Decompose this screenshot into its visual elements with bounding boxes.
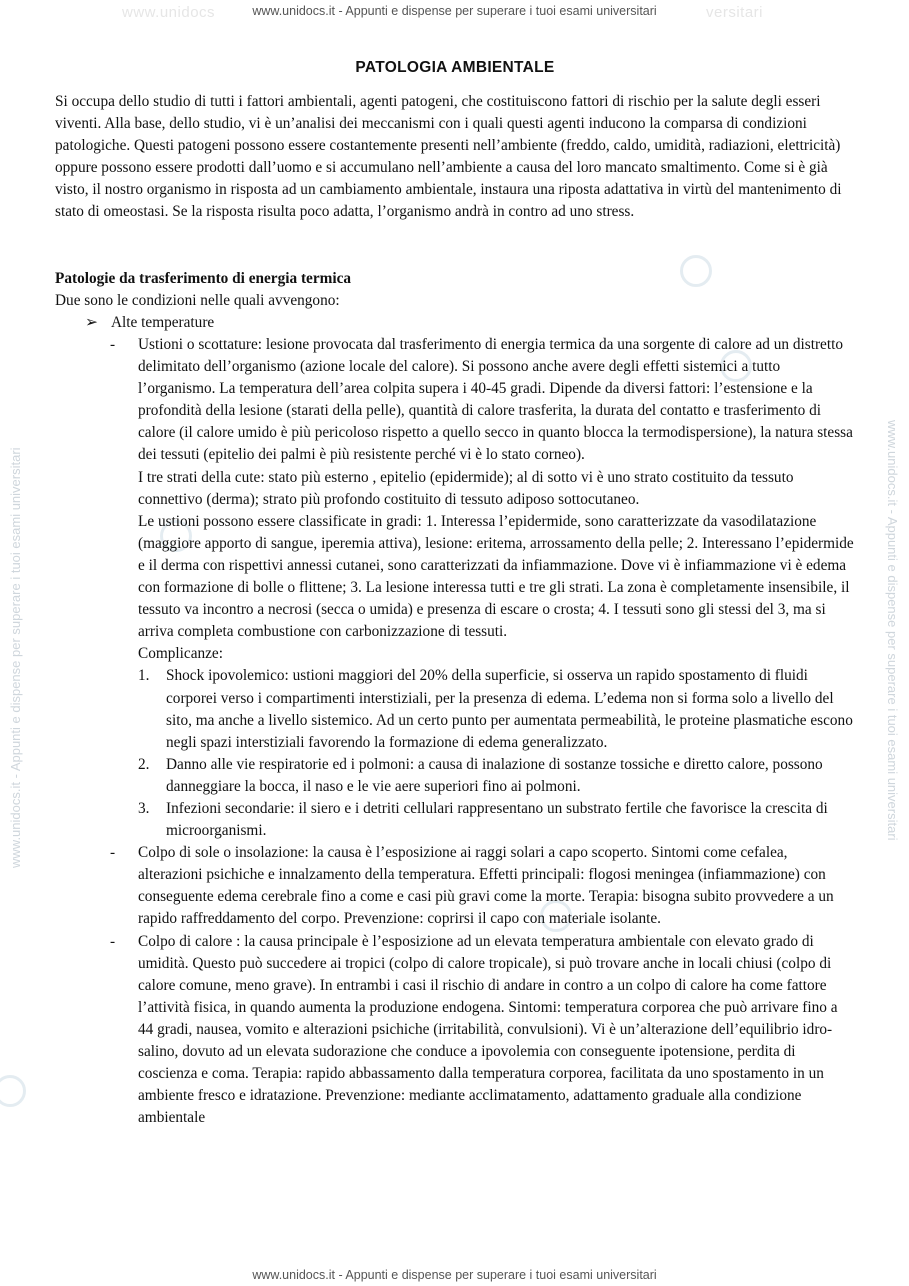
list-item-burns	[110, 334, 855, 842]
watermark-logo-icon	[680, 255, 712, 287]
complications-list	[138, 665, 855, 842]
bullet-item	[85, 312, 214, 334]
list-item-sunstroke	[110, 842, 855, 930]
subitem-list	[110, 334, 855, 1129]
header-faint-watermark-right: versitari	[706, 4, 764, 21]
intro-paragraph: Si occupa dello studio di tutti i fattori ambientali, agenti patogeni, che costituiscono fattori di rischio per la salute degli esseri viventi. Alla base, dello studio, vi è un’analisi dei meccanismi con i quali questi agenti inducono la comparsa di condizioni patologiche. Questi patogeni possono essere costantemente presenti nell’ambiente (freddo, caldo, umidità, radiazioni, elettricità) oppure possono essere prodotti dall’uomo e si accumulano nell’ambiente a causa del loro mancato smaltimento. Come si è già visto, il nostro organismo in risposta ad un cambiamento ambientale, instaura una riposta adattativa in virtù del mantenimento di stato di omeostasi. Se la risposta risulta poco adatta, l’organismo andrà in contro ad uno stress.	[55, 93, 842, 221]
bullet-label: Alte temperature	[111, 314, 215, 331]
list-item	[138, 665, 855, 753]
burn-degrees-paragraph: Le ustioni possono essere classificate in gradi: 1. Interessa l’epidermide, sono caratterizzate da vasodilatazione (maggiore apporto di sangue, iperemia attiva), lesione: eritema, arrossamento della pelle; 2. Interessano l’epidermide e il derma con rispettivi annessi cutanei, sono caratterizzati da infiammazione. Dove vi è infiammazione vi è edema con formazione di bolle o flittene; 3. La lesione interessa tutti e tre gli strati. La zona è completamente insensibile, il tessuto va incontro a necrosi (secca o umida) e presenza di escare o crosta; 4. I tessuti sono gli stessi del 3, ma si arriva completa combustione con carbonizzazione di tessuti.	[138, 512, 854, 641]
left-vertical-watermark: www.unidocs.it - Appunti e dispense per superare i tuoi esami universitari	[8, 447, 23, 868]
dash-bullet: -	[110, 932, 116, 950]
list-text: Infezioni secondarie: il siero e i detriti cellulari rappresentano un substrato fertile che favorisce la crescita di microorganismi.	[166, 799, 828, 840]
complications-label: Complicanze:	[138, 645, 223, 663]
header-watermark: www.unidocs.it - Appunti e dispense per superare i tuoi esami universitari	[252, 4, 657, 18]
dash-bullet: -	[110, 844, 116, 862]
dash-bullet: -	[110, 336, 116, 353]
list-text: Shock ipovolemico: ustioni maggiori del 20% della superficie, si osserva un rapido spostamento di fluidi corporei verso i compartimenti interstiziali, per la presenza di edema. L’edema non si forma solo a livello del sito, ma anche a livello sistemico. Ad un certo punto per aumentata permeabilità, le proteine plasmatiche escono negli spazi interstiziali favorendo la formazione di edema generalizzato.	[166, 667, 853, 751]
right-vertical-watermark: www.unidocs.it - Appunti e dispense per superare i tuoi esami universitari	[885, 420, 900, 841]
list-item	[138, 754, 855, 798]
list-number: 2.	[138, 755, 150, 773]
section-title: Patologie da trasferimento di energia termica	[55, 270, 352, 287]
arrow-bullet-icon: ➢	[85, 314, 98, 331]
header-faint-watermark-left: www.unidocs	[122, 4, 216, 21]
list-number: 1.	[138, 667, 150, 685]
list-item	[138, 798, 855, 842]
list-number: 3.	[138, 799, 150, 817]
sunstroke-paragraph: Colpo di sole o insolazione: la causa è l’esposizione ai raggi solari a capo scoperto. Sintomi come cefalea, alterazioni psichiche e innalzamento della temperatura. Effetti principali: flogosi meningea (infiammazione) con conseguente edema cerebrale fino a come e casi più gravi come la morte. Terapia: bisogna subito provvedere a un rapido raffreddamento del corpo. Prevenzione: coprirsi il capo con materiale isolante.	[138, 844, 834, 928]
heatstroke-paragraph: Colpo di calore : la causa principale è l’esposizione ad un elevata temperatura ambientale con elevato grado di umidità. Questo può succedere ai tropici (colpo di calore tropicale), si può trovare anche in locali chiusi (colpo di calore comune, meno grave). In entrambi i casi il rischio di andare in contro a un colpo di calore ha come fattore l’attività fisica, in quando aumenta la produzione endogena. Sintomi: temperatura corporea che può arrivare fino a 44 gradi, nausea, vomito e alterazioni psichiche (irritabilità, convulsioni). Vi è un’alterazione dell’equilibrio idro-salino, dovuto ad un elevata sudorazione che conduce a ipovolemia con conseguente ipotensione, perdita di coscienza e coma. Terapia: rapido abbassamento dalla temperatura corporea, facilitata da uno spostamento in un ambiente fresco e idratazione. Prevenzione: mediante acclimatamento, adattamento graduale alla condizione ambientale	[138, 932, 838, 1127]
list-item-heatstroke	[110, 931, 855, 1130]
footer-watermark: www.unidocs.it - Appunti e dispense per superare i tuoi esami universitari	[252, 1268, 657, 1282]
burns-paragraph: Ustioni o scottature: lesione provocata dal trasferimento di energia termica da una sorgente di calore ad un distretto delimitato dell’organismo (azione locale del calore). Si possono anche avere degli effetti sistemici a tutto l’organismo. La temperatura dell’area colpita supera i 40-45 gradi. Dipende da diversi fattori: l’estensione e la profondità della lesione (starati della pelle), quantità di calore trasferita, la durata del contatto e trasferimento di calore (il calore umido è più pericoloso rispetto a quello secco in quanto blocca la termodispersione), la natura stessa dei tessuti (epitelio dei palmi è più resistente perché vi è lo stato corneo).	[138, 336, 853, 464]
page-title: PATOLOGIA AMBIENTALE	[355, 59, 555, 76]
watermark-logo-icon	[0, 1075, 26, 1107]
skin-layers-paragraph: I tre strati della cute: stato più esterno , epitelio (epidermide); al di sotto vi è uno strato costituito da tessuto connettivo (derma); strato più profondo costituito di tessuto adiposo sottocutaneo.	[138, 468, 794, 508]
section-lead: Due sono le condizioni nelle quali avvengono:	[55, 292, 340, 309]
list-text: Danno alle vie respiratorie ed i polmoni: a causa di inalazione di sostanze tossiche e diretto calore, possono danneggiare la bocca, il naso e le vie aere superiori fino ai polmoni.	[166, 755, 823, 795]
